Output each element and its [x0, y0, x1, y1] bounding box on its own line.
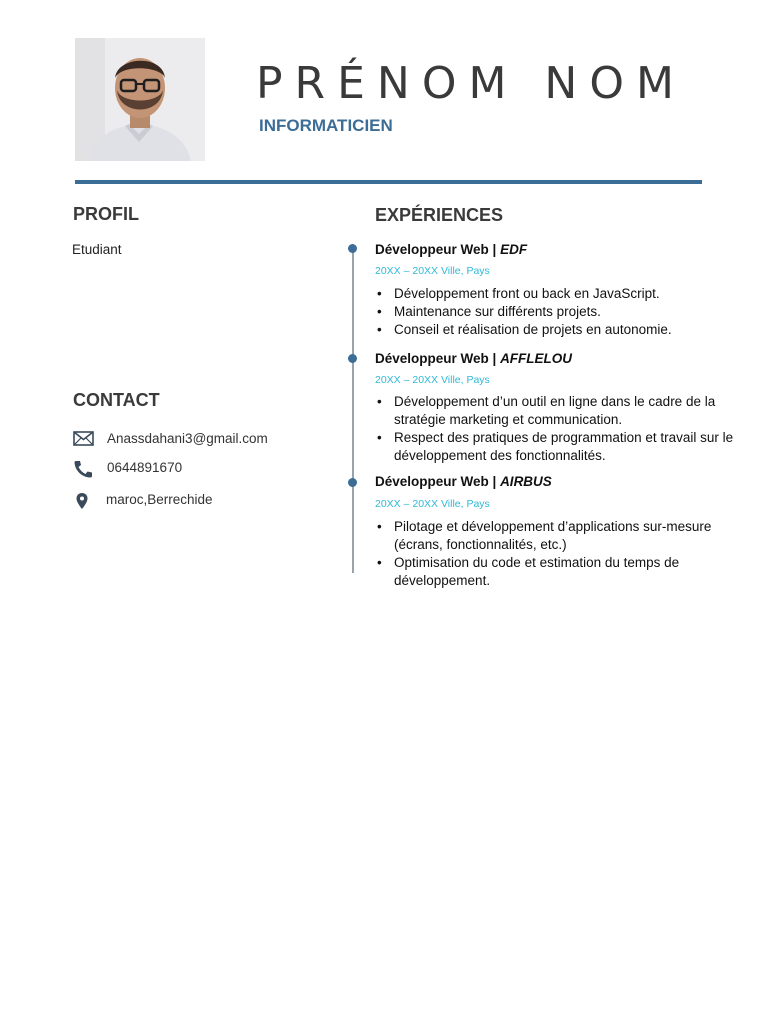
experience-bullet: • Développement front ou back en JavaScript. — [375, 285, 745, 303]
phone-icon — [73, 460, 95, 478]
profile-photo — [75, 38, 205, 161]
contact-location: maroc,Berrechide — [106, 492, 213, 507]
timeline-line — [352, 248, 354, 573]
experience-company: EDF — [500, 242, 528, 257]
experience-bullets — [375, 518, 745, 590]
experience-role: Développeur Web | — [375, 351, 501, 366]
envelope-icon — [73, 431, 95, 449]
contact-phone[interactable]: 0644891670 — [107, 460, 183, 475]
profile-text: Etudiant — [72, 242, 122, 257]
contact-heading: CONTACT — [73, 390, 160, 410]
experience-role: Développeur Web | — [375, 474, 501, 489]
header-divider — [75, 180, 702, 184]
experience-bullets — [375, 393, 745, 465]
experience-bullet: • Respect des pratiques de programmation et travail sur le développement des fonctionnalités. — [375, 429, 745, 465]
experience-bullets — [375, 285, 745, 339]
full-name: PRÉNOM NOM — [256, 58, 686, 109]
experience-bullet: • Optimisation du code et estimation du temps de développement. — [375, 554, 745, 590]
experience-dates: 20XX – 20XX Ville, Pays — [375, 498, 490, 510]
experience-title — [375, 474, 552, 489]
experience-title — [375, 242, 527, 257]
contact-email[interactable]: Anassdahani3@gmail.com — [107, 431, 268, 446]
experiences-heading: EXPÉRIENCES — [375, 205, 504, 225]
job-title: INFORMATICIEN — [259, 116, 393, 135]
experience-bullet: • Maintenance sur différents projets. — [375, 303, 745, 321]
experience-company: AFFLELOU — [500, 351, 573, 366]
experience-bullet: • Développement d’un outil en ligne dans le cadre de la stratégie marketing et communication. — [375, 393, 745, 429]
timeline-dot — [348, 478, 357, 487]
portrait-image — [75, 38, 205, 161]
profile-heading: PROFIL — [73, 204, 139, 224]
experience-dates: 20XX – 20XX Ville, Pays — [375, 374, 490, 386]
location-pin-icon — [73, 492, 95, 510]
experience-role: Développeur Web | — [375, 242, 501, 257]
experience-dates: 20XX – 20XX Ville, Pays — [375, 265, 490, 277]
experience-bullet: • Pilotage et développement d’applications sur-mesure (écrans, fonctionnalités, etc.) — [375, 518, 745, 554]
experience-title — [375, 351, 572, 366]
timeline-dot — [348, 244, 357, 253]
experience-bullet: • Conseil et réalisation de projets en autonomie. — [375, 321, 745, 339]
timeline-dot — [348, 354, 357, 363]
experience-company: AIRBUS — [500, 474, 552, 489]
